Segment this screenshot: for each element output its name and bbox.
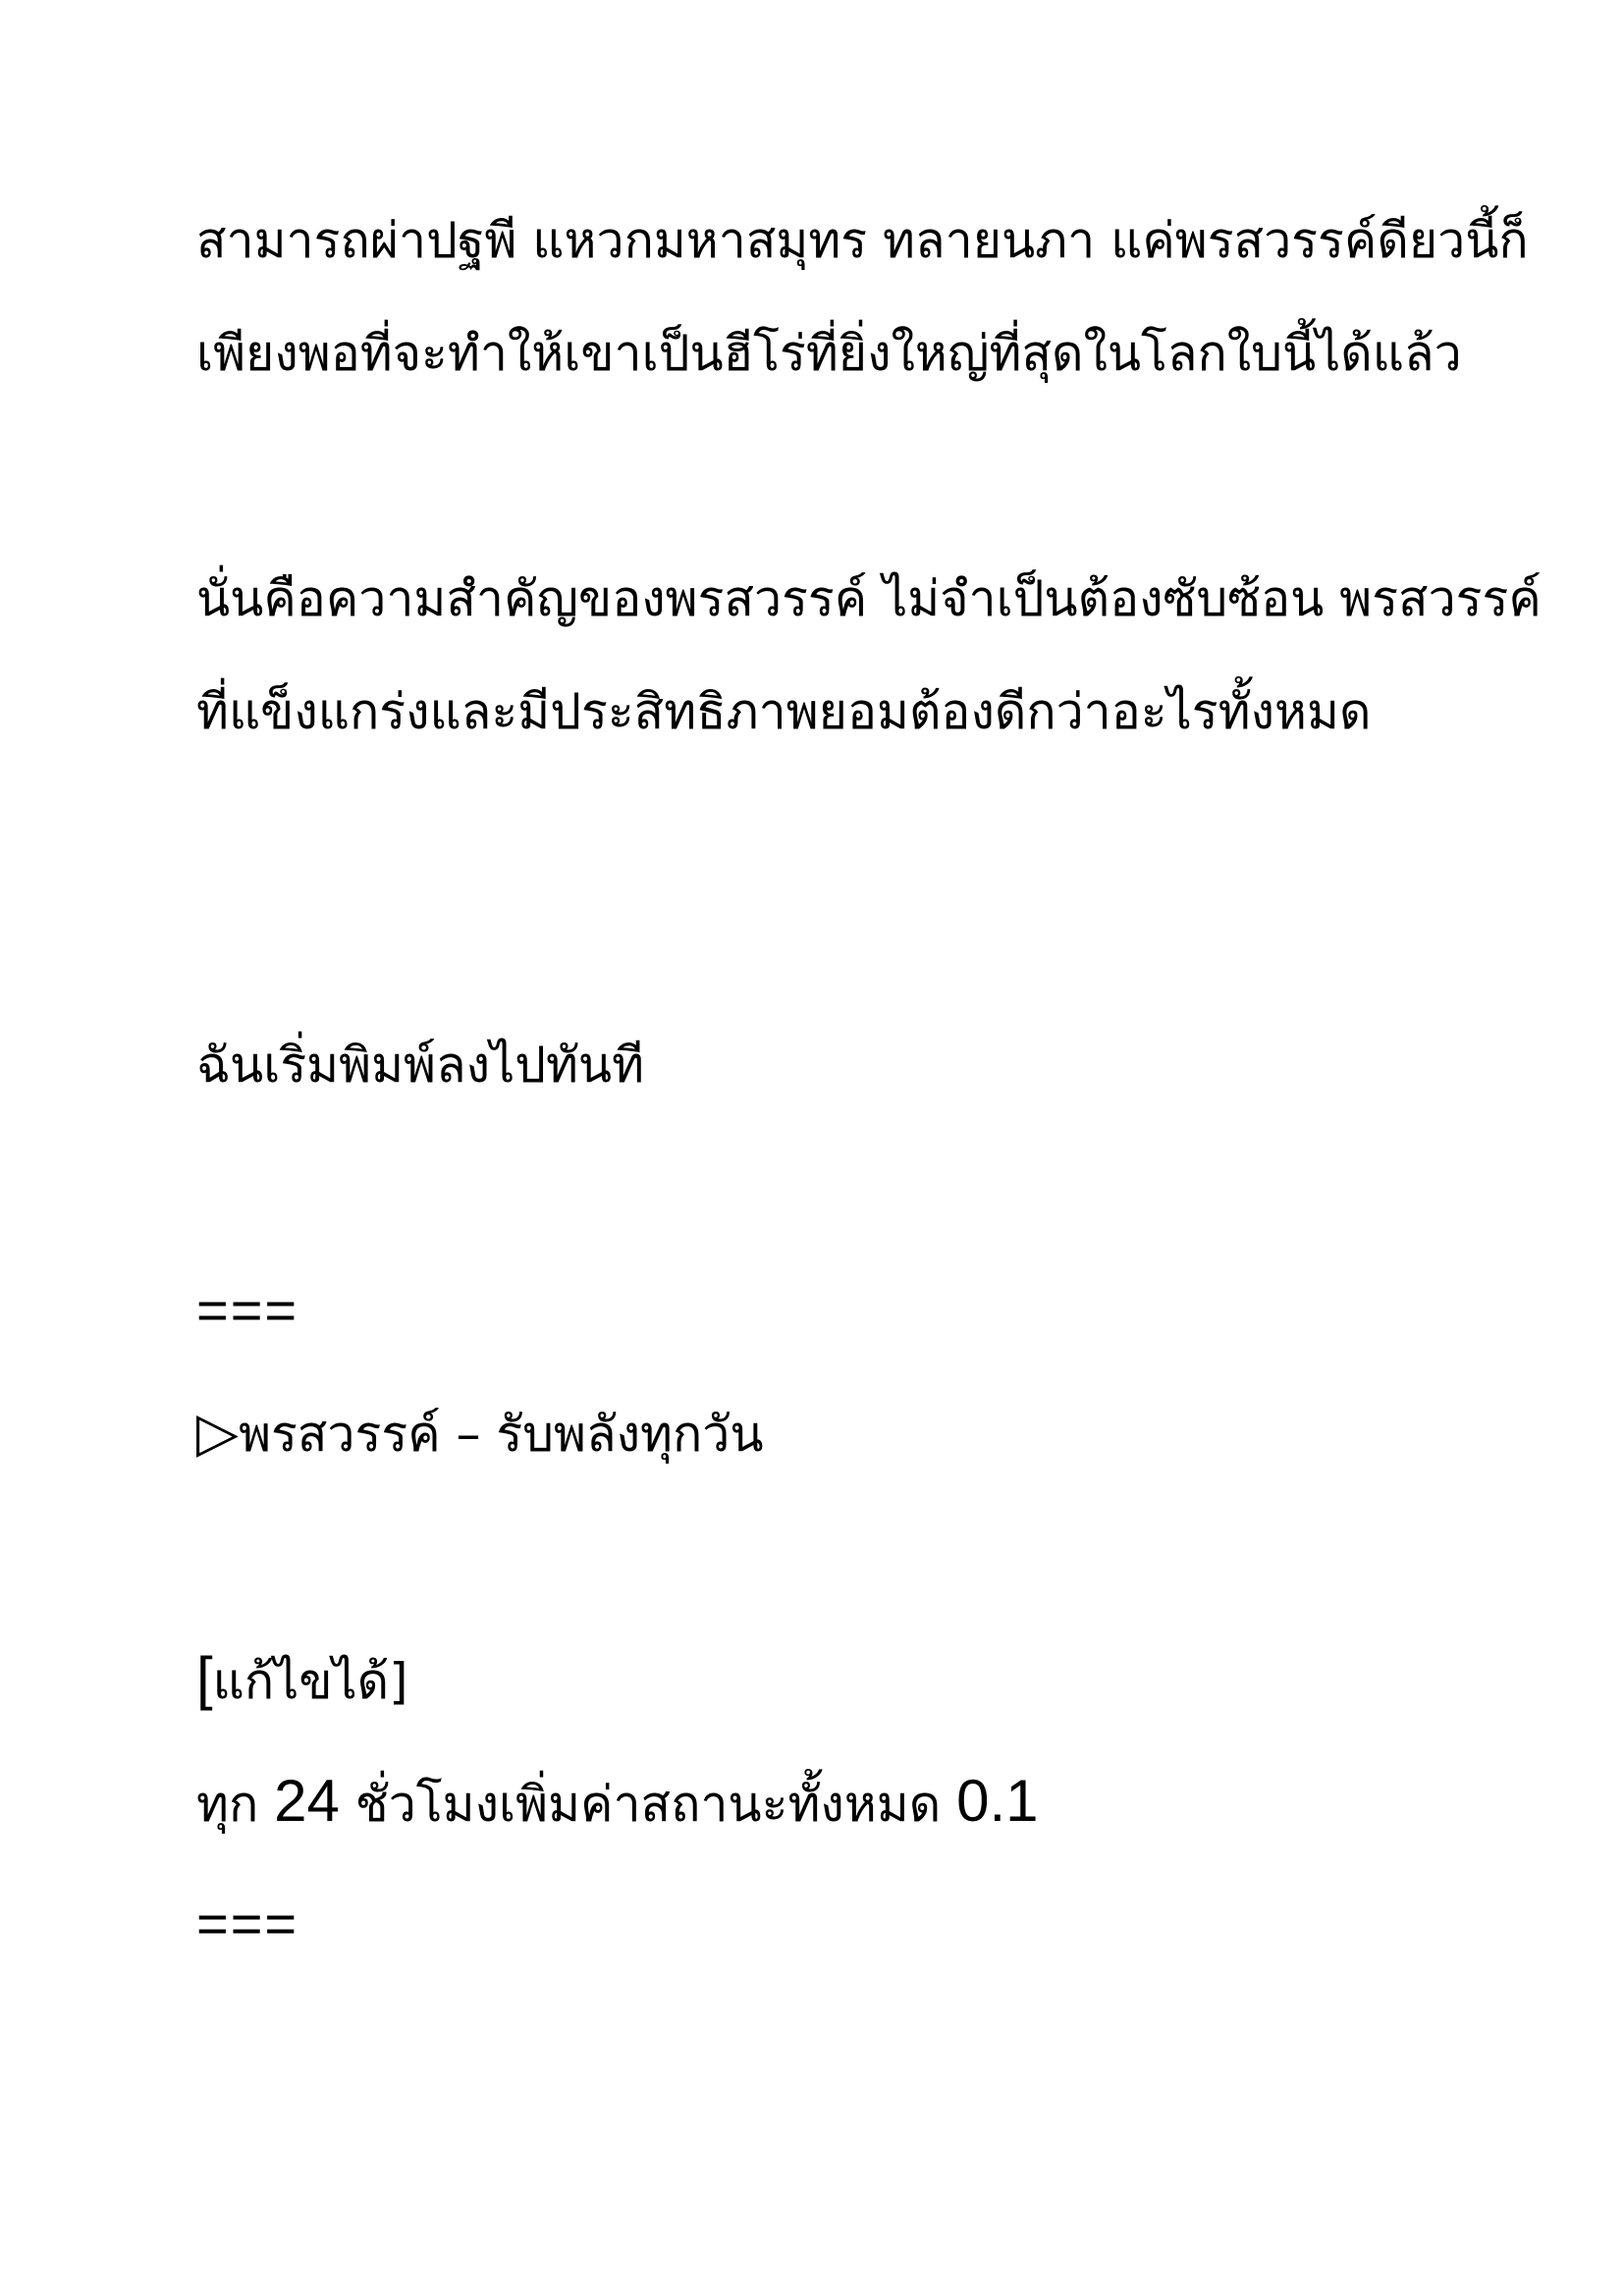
paragraph-2-line-1: นั่นคือความสำคัญของพรสวรรค์ ไม่จำเป็นต้องซับซ้อน พรสวรรค์ [196, 570, 1542, 627]
paragraph-2-line-2: ที่แข็งแกร่งและมีประสิทธิภาพยอมต้องดีกว่าอะไรทั้งหมด [196, 683, 1372, 740]
talent-title-line [196, 1399, 764, 1468]
tag-bracket-open: [ [196, 1645, 213, 1711]
separator-bottom: === [196, 1893, 299, 1954]
paragraph-3: ฉันเริ่มพิมพ์ลงไปทันที [196, 1037, 645, 1094]
talent-description-line [196, 1767, 1039, 1836]
separator-top: === [196, 1279, 299, 1341]
desc-hours: 24 [274, 1768, 340, 1834]
tag-bracket-close: ] [389, 1653, 408, 1710]
play-triangle-icon: ▷ [196, 1401, 240, 1465]
desc-prefix: ทุก [196, 1776, 275, 1833]
talent-title: พรสวรรค์ – รับพลังทุกวัน [239, 1406, 764, 1463]
desc-amount: 0.1 [956, 1768, 1039, 1834]
talent-tag-line [196, 1644, 408, 1713]
paragraph-1-line-1: สามารถผ่าปฐพี แหวกมหาสมุทร ทลายนภา แค่พรสวรรค์ดียวนี้ก็ [196, 212, 1529, 269]
talent-tag: แก้ไขได้ [212, 1653, 390, 1710]
paragraph-1-line-2: เพียงพอที่จะทำให้เขาเป็นฮีโร่ที่ยิ่งใหญ่ที่สุดในโลกใบนี้ได้แล้ว [196, 325, 1462, 382]
desc-middle: ชั่วโมงเพิ่มค่าสถานะทั้งหมด [339, 1776, 957, 1833]
